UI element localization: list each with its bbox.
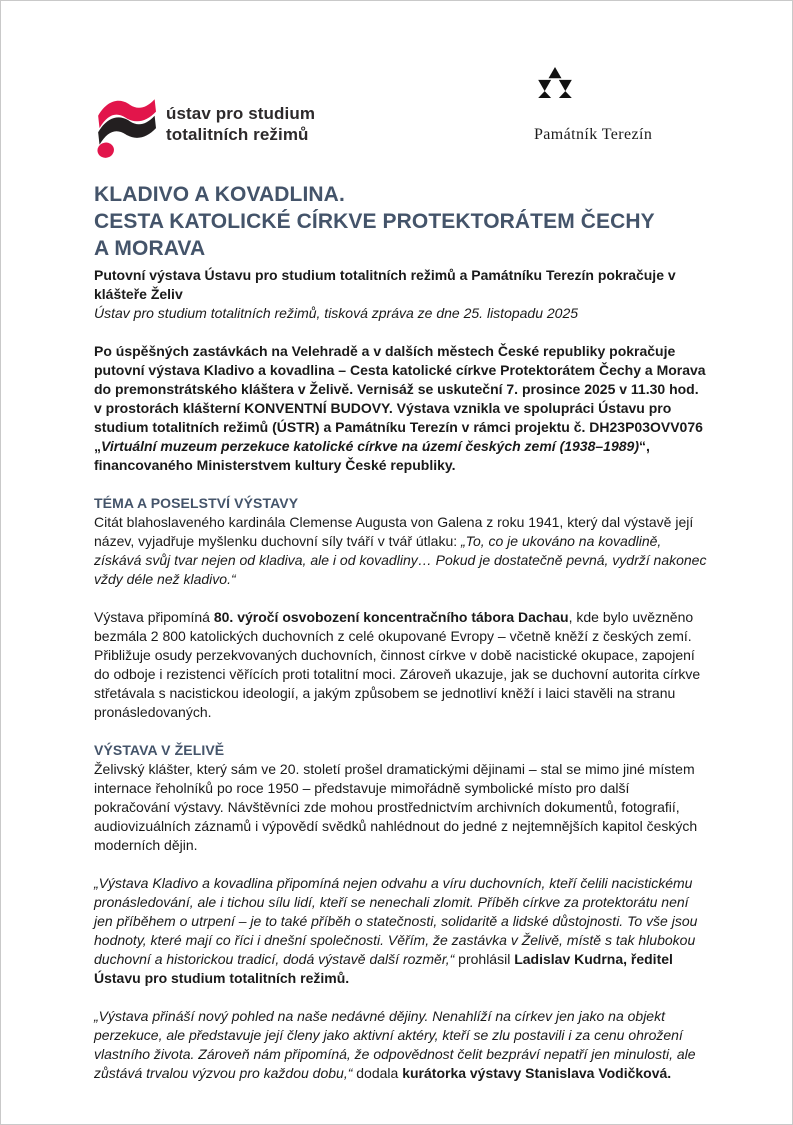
subtitle: Putovní výstava Ústavu pro studium totalitních režimů a Památníku Terezín pokračuje v klášteře Želiv: [94, 267, 676, 302]
lead-text-end: “, financovaného Ministerstvem kultury České republiky.: [94, 438, 650, 473]
curator-quote-verb: dodala: [352, 1065, 403, 1081]
curator-attribution: kurátorka výstavy Stanislava Vodičková.: [402, 1065, 672, 1081]
ustr-wave-logo-icon: [94, 89, 156, 159]
ustr-logo-line1: ústav pro studium: [166, 104, 316, 123]
page-title-line1: KLADIVO A KOVADLINA.: [94, 183, 345, 206]
curator-quote-text: „Výstava přináší nový pohled na naše nedávné dějiny. Nenahlíží na církev jen jako na objekt perzekuce, ale představuje její členy jako aktivní aktéry, kteří se zlu postavili i za cenu ohrožení vlastního života. Zároveň nám připomíná, že odpovědnost čelit bezpráví nepatří jen minulosti, ale zůstává trvalou výzvou pro každou dobu,“: [94, 1008, 696, 1081]
ustr-logo-line2: totalitních režimů: [166, 125, 309, 144]
zeliv-paragraph: Želivský klášter, který sám ve 20. století prošel dramatickými dějinami – stal se mimo jiné místem internace řeholníků po roce 1950 – představuje mimořádně symbolické místo pro další pokračování výstavy. Návštěvníci zde mohou prostřednictvím archivních dokumentů, fotografií, audiovizuálních záznamů i výpovědí svědků nahlédnout do jedné z nejtemnějších kapitol českých moderních dějin.: [94, 761, 698, 853]
page-title-line2: CESTA KATOLICKÉ CÍRKVE PROTEKTORÁTEM ČECHY: [94, 210, 655, 233]
theme-paragraph-2: [94, 608, 708, 722]
ustr-logo: [94, 89, 434, 159]
page-title-line3: A MORAVA: [94, 237, 206, 260]
quote-director: [94, 874, 708, 988]
director-quote-verb: prohlásil: [454, 951, 515, 967]
dachau-post: , kde bylo uvězněno bezmála 2 800 katolických duchovních z celé okupované Evropy – včetně kněží z českých zemí. Přibližuje osudy perzekvovaných duchovních, činnost církve v době nacistické okupace, zapojení do odboje i rezistenci věřících proti totalitní moci. Zároveň ukazuje, jak se duchovní autorita církve střetávala s nacistickou ideologií, a jakým způsobem se jednotliví kněží i laici stavěli na stranu pronásledovaných.: [94, 609, 701, 720]
galen-quote: „To, co je ukováno na kovadlině, získává svůj tvar nejen od kladiva, ale i od kovadliny… Pokud je dostatečně pevná, vydrží nakonec vždy déle než kladivo.“: [94, 533, 707, 587]
dateline: Ústav pro studium totalitních režimů, tisková zpráva ze dne 25. listopadu 2025: [94, 305, 579, 321]
lead-paragraph: [94, 342, 708, 475]
document-body: [1, 181, 793, 1083]
director-quote-text: „Výstava Kladivo a kovadlina připomíná nejen odvahu a víru duchovních, kteří čelili nacistickému pronásledování, ale i tichou sílu lidí, kteří se nenechali zlomit. Příběh církve za protektorátu není jen příběhem o utrpení – je to také příběh o statečnosti, solidaritě a lidské důstojnosti. To vše jsou hodnoty, které mají co říci i dnešní společnosti. Věřím, že zastávka v Želivě, místě s tak hlubokou duchovní a historickou tradicí, dodá výstavě další rozměr,“: [94, 875, 698, 967]
lead-text: Po úspěšných zastávkách na Velehradě a v dalších městech České republiky pokračuje putovní výstava Kladivo a kovadlina – Cesta katolické církve Protektorátem Čechy a Morava do premonstrátského kláštera v Želivě. Vernisáž se uskuteční 7. prosince 2025 v 11.30 hod. v prostorách klášterní KONVENTNÍ BUDOVY. Výstava vznikla ve spolupráci Ústavu pro studium totalitních režimů (ÚSTR) a Památníku Terezín v rámci projektu č. DH23P03OVV076 „: [94, 343, 706, 454]
theme-paragraph-1: [94, 513, 708, 589]
section-heading-zeliv: VÝSTAVA V ŽELIVĚ: [94, 742, 225, 758]
dachau-anniversary: 80. výročí osvobození koncentračního tábora Dachau: [213, 609, 569, 625]
ustr-logo-text: [166, 103, 315, 145]
terezin-logo-label: Památník Terezín: [534, 126, 653, 143]
page-title: [94, 181, 708, 262]
director-attribution: Ladislav Kudrna, ředitel Ústavu pro studium totalitních režimů.: [94, 951, 673, 986]
lead-project-title: Virtuální muzeum perzekuce katolické církve na území českých zemí (1938–1989): [101, 438, 639, 454]
document-header: [1, 1, 792, 159]
section-heading-theme: TÉMA A POSELSTVÍ VÝSTAVY: [94, 495, 299, 511]
terezin-logo: [534, 89, 652, 144]
dachau-pre: Výstava připomíná: [94, 609, 214, 625]
theme-intro: Citát blahoslaveného kardinála Clemense Augusta von Galena z roku 1941, který dal výstavě její název, vyjadřuje myšlenku duchovní síly tváří v tvář útlaku:: [94, 514, 694, 549]
quote-curator: [94, 1007, 708, 1083]
terezin-star-icon: [536, 67, 574, 98]
